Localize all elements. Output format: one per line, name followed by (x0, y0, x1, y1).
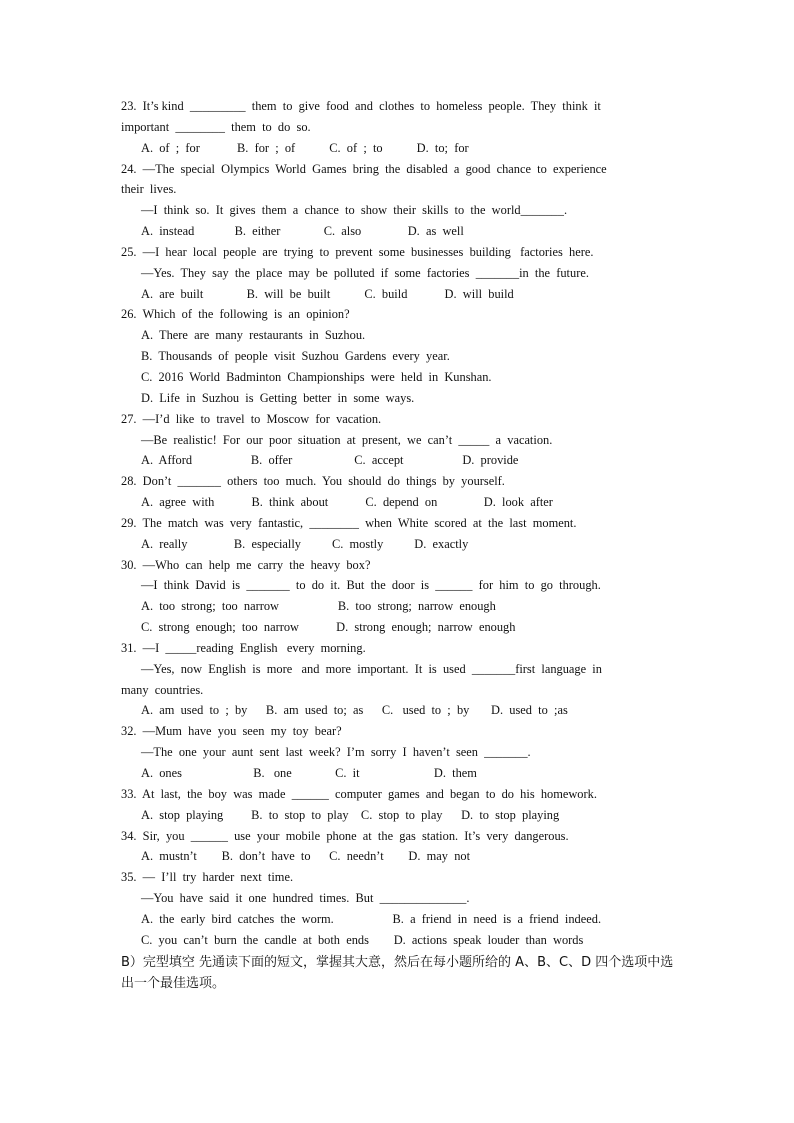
dialog-line: —I think David is _______ to do it. But the door is ______ for him to go through. (141, 578, 601, 593)
question-stem: 30. —Who can help me carry the heavy box? (121, 557, 371, 572)
answer-options: A. instead B. either C. also D. as well (141, 224, 464, 239)
answer-options: C. you can’t burn the candle at both ends D. actions speak louder than words (141, 932, 584, 947)
question-stem-continued: many countries. (121, 682, 204, 697)
answer-options: A. mustn’t B. don’t have to C. needn’t D. may not (141, 849, 471, 864)
question-stem: 31. —I _____reading English every morning. (121, 640, 366, 655)
answer-options: A. too strong; too narrow B. too strong; narrow enough (141, 599, 496, 614)
answer-options: A. There are many restaurants in Suzhou. (141, 328, 366, 343)
answer-options: A. Afford B. offer C. accept D. provide (141, 453, 519, 468)
answer-options: C. strong enough; too narrow D. strong enough; narrow enough (141, 620, 516, 635)
answer-options: A. of ; for B. for ; of C. of ; to D. to; for (141, 140, 469, 155)
dialog-line: —I think so. It gives them a chance to show their skills to the world_______. (141, 203, 568, 218)
dialog-line: —The one your aunt sent last week? I’m sorry I haven’t seen _______. (141, 745, 531, 760)
dialog-line: —Yes. They say the place may be polluted if some factories _______in the future. (141, 265, 589, 280)
answer-options: A. stop playing B. to stop to play C. stop to play D. to stop playing (141, 807, 560, 822)
exam-page (121, 96, 681, 994)
answer-options: A. the early bird catches the worm. B. a friend in need is a friend indeed. (141, 911, 602, 926)
question-stem: 24. —The special Olympics World Games bring the disabled a good chance to experience (121, 161, 607, 176)
answer-options: D. Life in Suzhou is Getting better in some ways. (141, 390, 415, 405)
answer-options: A. really B. especially C. mostly D. exactly (141, 536, 469, 551)
question-stem: their lives. (121, 182, 177, 197)
dialog-line: —Yes, now English is more and more important. It is used _______first language in (141, 661, 602, 676)
dialog-line: —Be realistic! For our poor situation at present, we can’t _____ a vacation. (141, 432, 553, 447)
question-stem: 29. The match was very fantastic, ________ when White scored at the last moment. (121, 515, 577, 530)
question-stem: 28. Don’t _______ others too much. You should do things by yourself. (121, 474, 505, 489)
answer-options: A. am used to ; by B. am used to; as C. used to ; by D. used to ;as (141, 703, 568, 718)
question-stem: 34. Sir, you ______ use your mobile phone at the gas station. It’s very dangerous. (121, 828, 569, 843)
question-stem: 32. —Mum have you seen my toy bear? (121, 724, 342, 739)
question-stem: 25. —I hear local people are trying to prevent some businesses building factories here. (121, 244, 594, 259)
answer-options: A. ones B. one C. it D. them (141, 766, 477, 780)
question-stem: 27. —I’d like to travel to Moscow for vacation. (121, 411, 382, 426)
answer-options: A. are built B. will be built C. build D. will build (141, 286, 514, 301)
question-stem: 33. At last, the boy was made ______ computer games and began to do his homework. (121, 786, 597, 801)
question-stem: 23. It’s kind _________ them to give food and clothes to homeless people. They think it (121, 99, 601, 113)
question-stem: 26. Which of the following is an opinion? (121, 307, 350, 322)
answer-options: B. Thousands of people visit Suzhou Gardens every year. (141, 349, 450, 364)
answer-options: C. 2016 World Badminton Championships were held in Kunshan. (141, 369, 492, 384)
section-b-instructions: B）完型填空 先通读下面的短文，掌握其大意，然后在每小题所给的 A、B、C、D 四个选项中选出一个最佳选项。 (121, 954, 674, 991)
dialog-line: —You have said it one hundred times. But ______________. (141, 891, 470, 906)
question-stem: 35. — I’ll try harder next time. (121, 870, 294, 885)
answer-options: A. agree with B. think about C. depend on D. look after (141, 495, 553, 510)
question-stem: important ________ them to do so. (121, 119, 311, 134)
